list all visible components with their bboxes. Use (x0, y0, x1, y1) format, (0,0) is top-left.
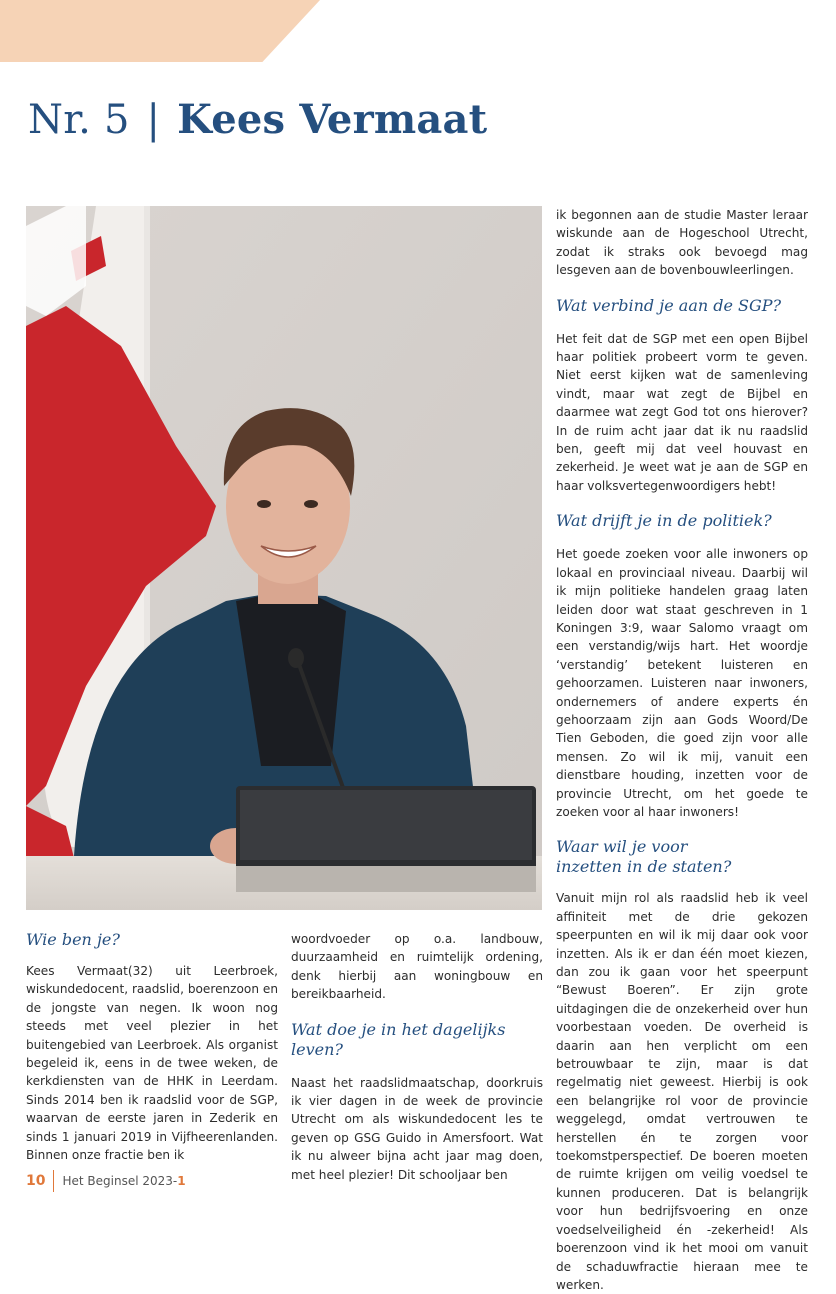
publication-name: Het Beginsel 2023- (62, 1174, 178, 1188)
heading-sgp: Wat verbind je aan de SGP? (556, 295, 782, 315)
paragraph-staten: Vanuit mijn rol als raadslid heb ik veel affiniteit met de drie gekozen speerpunten en wil ik mij daar ook voor inzetten. Als ik er dan één moet kiezen, dan zou ik gaan voor het speerpunt “Bewust Boeren”. Er zijn grote uitdagingen die de onzekerheid over hun voorbestaan voeden. De overheid is daarin aan hen verplicht om een betrouwbaar te zijn, maar is dat regelmatig niet geweest. Hierbij is ook een belangrijke rol voor de provincie weggelegd, omdat vertrouwen te herstellen én te zorgen voor toekomstperspectief. De boeren moeten de ruimte krijgen om veilig voedsel te kunnen produceren. Dat is belangrijk voor hun bedrijfsvoering en onze voedselveiligheid én -zekerheid! Als boerenzoon vind ik het mooi om vanuit de schaduwfractie hieraan mee te werken. (556, 891, 808, 1292)
header-tab-decoration (0, 0, 320, 62)
footer-divider (53, 1170, 54, 1192)
paragraph-politiek: Het goede zoeken voor alle inwoners op lokaal en provinciaal niveau. Daarbij wil ik mijn politieke handelen graag laten leiden door wat staat geschreven in 1 Koningen 3:9, waar Salomo vraagt om een verstandig/wijs hart. Het woordje ‘verstandig’ betekent luisteren en gehoorzamen. Luisteren naar inwoners, ondernemers of andere experts én gehoorzaam zijn aan Gods Woord/De Tien Geboden, die goed zijn voor alle mensen. Zo wil ik mij, vanuit een dienstbare houding, inzetten voor de provincie Utrecht, om het goede te zoeken voor al haar inwoners! (556, 547, 808, 819)
title-number: Nr. 5 (28, 97, 130, 143)
paragraph-dagelijks-leven: Naast het raadslidmaatschap, doorkruis ik vier dagen in de week de provincie Utrecht om als wiskundedocent les te geven op GSG Guido in Amersfoort. Wat ik nu alweer bijna acht jaar mag doen, met heel plezier! Dit schooljaar ben (291, 1075, 543, 1182)
portrait-photo (26, 206, 542, 910)
page-title (28, 96, 487, 143)
column-1 (26, 930, 278, 1164)
heading-politiek: Wat drijft je in de politiek? (556, 511, 772, 531)
page-footer (26, 1168, 186, 1194)
title-name: Kees Vermaat (177, 96, 488, 143)
paragraph-woordvoeder: woordvoeder op o.a. landbouw, duurzaamheid en ruimtelijk ordening, denk hierbij aan woningbouw en bereikbaarheid. (291, 932, 543, 1002)
paragraph-studie: ik begonnen aan de studie Master leraar wiskunde aan de Hogeschool Utrecht, zodat ik straks ook bevoegd mag lesgeven aan de bovenbouwleerlingen. (556, 208, 808, 278)
page-number: 10 (26, 1173, 46, 1189)
issue-number: 1 (177, 1174, 186, 1188)
paragraph-intro: Kees Vermaat(32) uit Leerbroek, wiskundedocent, raadslid, boerenzoon en de jongste van negen. Ik woon nog steeds met veel plezier in het buitengebied van Leerbroek. Als organist begeleid ik, eens in de twee weken, de kerkdiensten van de HHK in Leerdam. Sinds 2014 ben ik raadslid voor de SGP, waarvan de eerste jaren in Zederik en sinds 1 januari 2019 in Vijfheerenlanden. Binnen onze fractie ben ik (26, 964, 278, 1163)
heading-wie-ben-je: Wie ben je? (26, 930, 120, 949)
heading-staten: Waar wil je voor inzetten in de staten? (556, 837, 732, 877)
title-separator: | (146, 97, 161, 143)
heading-dagelijks-leven: Wat doe je in het dagelijks leven? (291, 1019, 506, 1059)
paragraph-sgp: Het feit dat de SGP met een open Bijbel haar politiek probeert vorm te geven. Niet eerst kijken wat de samenleving vindt, maar wat zegt de Bijbel en daarmee wat zegt God tot ons hierover? In de ruim acht jaar dat ik nu raadslid ben, geeft mij dat veel houvast en zekerheid. Je weet wat je aan de SGP en haar volksvertegenwoordigers hebt! (556, 331, 808, 493)
column-2 (291, 930, 543, 1184)
column-3 (556, 206, 808, 1294)
